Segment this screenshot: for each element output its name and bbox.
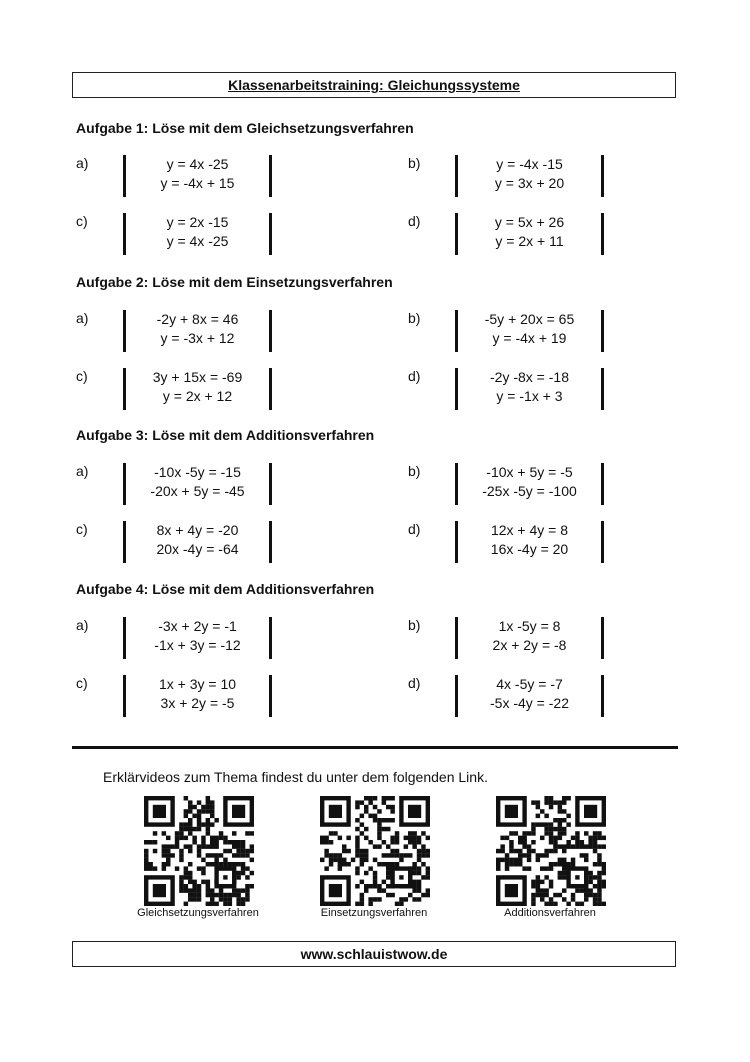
equation-1: -2y -8x = -18 <box>490 369 569 385</box>
videos-intro: Erklärvideos zum Thema findest du unter dem folgenden Link. <box>103 769 488 785</box>
problem-3d <box>408 521 708 567</box>
equation-1: 1x -5y = 8 <box>498 618 561 634</box>
equation-1: 3y + 15x = -69 <box>152 369 243 385</box>
task-heading-2: Aufgabe 2: Löse mit dem Einsetzungsverfahren <box>76 274 393 290</box>
right-bar <box>601 675 604 717</box>
equation-2: y = -4x + 15 <box>160 175 235 191</box>
problem-label: b) <box>408 617 421 633</box>
right-bar <box>601 617 604 659</box>
task-heading-4: Aufgabe 4: Löse mit dem Additionsverfahren <box>76 581 375 597</box>
problem-3b <box>408 463 708 509</box>
problem-2c <box>76 368 376 414</box>
problem-label: a) <box>76 617 89 633</box>
problem-4a <box>76 617 376 663</box>
equation-1: 4x -5y = -7 <box>496 676 563 692</box>
problem-label: d) <box>408 368 421 384</box>
equation-2: 3x + 2y = -5 <box>160 695 235 711</box>
problem-1d <box>408 213 708 259</box>
right-bar <box>269 521 272 563</box>
equation-1: y = 4x -25 <box>166 156 229 172</box>
problem-4c <box>76 675 376 721</box>
right-bar <box>601 213 604 255</box>
problem-3a <box>76 463 376 509</box>
qr-label-addition: Additionsverfahren <box>504 907 596 919</box>
problem-1a <box>76 155 376 201</box>
title-box <box>72 72 676 98</box>
divider <box>72 746 678 749</box>
problem-2d <box>408 368 708 414</box>
right-bar <box>601 310 604 352</box>
problem-label: b) <box>408 310 421 326</box>
problem-1c <box>76 213 376 259</box>
equation-1: -10x + 5y = -5 <box>486 464 573 480</box>
problem-label: c) <box>76 213 88 229</box>
equation-1: -10x -5y = -15 <box>154 464 241 480</box>
problem-label: b) <box>408 463 421 479</box>
equation-2: 20x -4y = -64 <box>156 541 239 557</box>
equation-2: y = 2x + 12 <box>162 388 233 404</box>
right-bar <box>601 368 604 410</box>
problem-label: d) <box>408 521 421 537</box>
right-bar <box>269 155 272 197</box>
equation-1: y = 5x + 26 <box>494 214 565 230</box>
equation-1: y = -4x -15 <box>496 156 563 172</box>
problem-label: a) <box>76 155 89 171</box>
equation-1: -5y + 20x = 65 <box>484 311 575 327</box>
problem-4b <box>408 617 708 663</box>
equation-2: y = -1x + 3 <box>496 388 563 404</box>
footer-link[interactable]: www.schlauistwow.de <box>300 946 448 962</box>
problem-label: a) <box>76 463 89 479</box>
page-title: Klassenarbeitstraining: Gleichungssysteme <box>228 77 520 93</box>
equation-1: -3x + 2y = -1 <box>158 618 237 634</box>
problem-label: b) <box>408 155 421 171</box>
equation-2: 2x + 2y = -8 <box>492 637 567 653</box>
problem-label: d) <box>408 675 421 691</box>
equation-1: y = 2x -15 <box>166 214 229 230</box>
equation-2: -5x -4y = -22 <box>490 695 569 711</box>
right-bar <box>601 521 604 563</box>
equation-1: -2y + 8x = 46 <box>156 311 239 327</box>
qr-label-einsetzung: Einsetzungsverfahren <box>320 907 428 919</box>
problem-1b <box>408 155 708 201</box>
problem-label: a) <box>76 310 89 326</box>
equation-2: y = -3x + 12 <box>160 330 235 346</box>
qr-code-icon[interactable] <box>320 796 430 906</box>
qr-label-gleichsetzung: Gleichsetzungsverfahren <box>137 907 259 919</box>
right-bar <box>269 213 272 255</box>
problem-label: c) <box>76 368 88 384</box>
right-bar <box>269 368 272 410</box>
footer-box <box>72 941 676 967</box>
right-bar <box>601 155 604 197</box>
right-bar <box>269 617 272 659</box>
equation-1: 8x + 4y = -20 <box>156 522 239 538</box>
equation-2: -20x + 5y = -45 <box>150 483 245 499</box>
equation-1: 12x + 4y = 8 <box>490 522 569 538</box>
qr-code-icon[interactable] <box>144 796 254 906</box>
qr-code-icon[interactable] <box>496 796 606 906</box>
equation-2: y = -4x + 19 <box>492 330 567 346</box>
right-bar <box>269 675 272 717</box>
problem-2b <box>408 310 708 356</box>
problem-label: c) <box>76 521 88 537</box>
problem-4d <box>408 675 708 721</box>
right-bar <box>269 310 272 352</box>
problem-label: c) <box>76 675 88 691</box>
equation-2: y = 4x -25 <box>166 233 229 249</box>
equation-2: y = 2x + 11 <box>495 233 564 249</box>
task-heading-3: Aufgabe 3: Löse mit dem Additionsverfahren <box>76 427 375 443</box>
equation-2: -25x -5y = -100 <box>482 483 577 499</box>
right-bar <box>601 463 604 505</box>
task-heading-1: Aufgabe 1: Löse mit dem Gleichsetzungsverfahren <box>76 120 414 136</box>
problem-3c <box>76 521 376 567</box>
problem-label: d) <box>408 213 421 229</box>
equation-1: 1x + 3y = 10 <box>158 676 237 692</box>
equation-2: -1x + 3y = -12 <box>154 637 241 653</box>
equation-2: y = 3x + 20 <box>494 175 565 191</box>
right-bar <box>269 463 272 505</box>
problem-2a <box>76 310 376 356</box>
equation-2: 16x -4y = 20 <box>490 541 569 557</box>
